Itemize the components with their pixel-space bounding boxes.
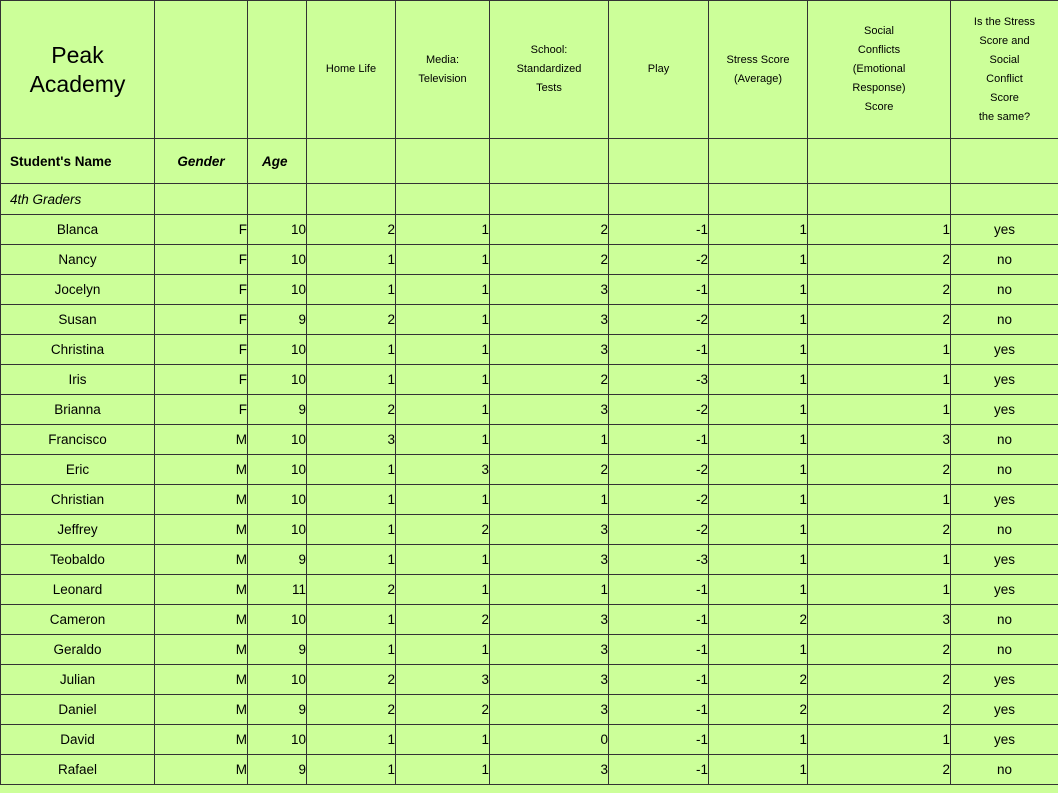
table-row (1, 635, 1058, 665)
cell-play: -2 (609, 515, 709, 545)
group-blank (155, 184, 248, 215)
table-row (1, 455, 1058, 485)
group-blank (490, 184, 609, 215)
cell-age: 10 (248, 665, 307, 695)
cell-gender: F (155, 305, 248, 335)
cell-social-score: 2 (808, 515, 951, 545)
cell-same: no (951, 755, 1058, 785)
cell-gender: M (155, 515, 248, 545)
cell-age: 10 (248, 485, 307, 515)
label-blank (951, 139, 1058, 184)
cell-home-life: 1 (307, 605, 396, 635)
cell-student-name: Francisco (1, 425, 155, 455)
cell-student-name: Christina (1, 335, 155, 365)
cell-play: -2 (609, 305, 709, 335)
cell-same: yes (951, 725, 1058, 755)
cell-stress-score: 1 (709, 455, 808, 485)
cell-play: -2 (609, 395, 709, 425)
cell-stress-score: 1 (709, 485, 808, 515)
header-stress-score: Stress Score (Average) (709, 1, 808, 139)
cell-home-life: 1 (307, 275, 396, 305)
cell-stress-score: 1 (709, 365, 808, 395)
cell-age: 9 (248, 755, 307, 785)
cell-media: 1 (396, 575, 490, 605)
cell-social-score: 2 (808, 245, 951, 275)
cell-home-life: 1 (307, 485, 396, 515)
cell-play: -1 (609, 665, 709, 695)
cell-age: 9 (248, 305, 307, 335)
table-row (1, 545, 1058, 575)
table-row (1, 395, 1058, 425)
table-row (1, 215, 1058, 245)
cell-age: 10 (248, 275, 307, 305)
cell-age: 10 (248, 215, 307, 245)
cell-stress-score: 1 (709, 215, 808, 245)
cell-stress-score: 1 (709, 335, 808, 365)
cell-student-name: Rafael (1, 755, 155, 785)
cell-media: 2 (396, 695, 490, 725)
cell-student-name: Christian (1, 485, 155, 515)
cell-gender: F (155, 215, 248, 245)
cell-media: 2 (396, 605, 490, 635)
header-media: Media: Television (396, 1, 490, 139)
cell-gender: F (155, 245, 248, 275)
cell-home-life: 1 (307, 365, 396, 395)
cell-social-score: 3 (808, 605, 951, 635)
group-label: 4th Graders (1, 184, 155, 215)
cell-school: 1 (490, 485, 609, 515)
group-row (1, 184, 1058, 215)
cell-social-score: 1 (808, 335, 951, 365)
cell-school: 2 (490, 455, 609, 485)
cell-social-score: 1 (808, 215, 951, 245)
cell-play: -1 (609, 605, 709, 635)
cell-age: 10 (248, 365, 307, 395)
group-blank (709, 184, 808, 215)
cell-home-life: 1 (307, 755, 396, 785)
cell-age: 9 (248, 635, 307, 665)
cell-home-life: 2 (307, 305, 396, 335)
cell-student-name: Daniel (1, 695, 155, 725)
cell-media: 1 (396, 545, 490, 575)
cell-gender: M (155, 485, 248, 515)
cell-home-life: 1 (307, 245, 396, 275)
cell-social-score: 2 (808, 455, 951, 485)
cell-gender: M (155, 425, 248, 455)
cell-school: 2 (490, 245, 609, 275)
cell-social-score: 2 (808, 635, 951, 665)
cell-play: -2 (609, 485, 709, 515)
cell-school: 3 (490, 515, 609, 545)
cell-student-name: Blanca (1, 215, 155, 245)
cell-same: no (951, 605, 1058, 635)
cell-stress-score: 1 (709, 395, 808, 425)
cell-student-name: Susan (1, 305, 155, 335)
table-row (1, 245, 1058, 275)
cell-student-name: Geraldo (1, 635, 155, 665)
cell-social-score: 3 (808, 425, 951, 455)
cell-gender: F (155, 275, 248, 305)
cell-media: 1 (396, 305, 490, 335)
table-row (1, 575, 1058, 605)
cell-student-name: Jocelyn (1, 275, 155, 305)
cell-stress-score: 1 (709, 425, 808, 455)
cell-school: 3 (490, 635, 609, 665)
cell-media: 1 (396, 635, 490, 665)
cell-gender: M (155, 695, 248, 725)
cell-same: no (951, 515, 1058, 545)
label-blank (609, 139, 709, 184)
cell-play: -1 (609, 755, 709, 785)
header-row (1, 1, 1058, 139)
header-play: Play (609, 1, 709, 139)
cell-media: 1 (396, 365, 490, 395)
table-row (1, 275, 1058, 305)
cell-home-life: 3 (307, 425, 396, 455)
cell-stress-score: 1 (709, 515, 808, 545)
cell-social-score: 2 (808, 305, 951, 335)
cell-social-score: 2 (808, 665, 951, 695)
cell-media: 1 (396, 335, 490, 365)
label-blank (396, 139, 490, 184)
cell-play: -3 (609, 545, 709, 575)
cell-stress-score: 1 (709, 755, 808, 785)
cell-school: 3 (490, 305, 609, 335)
cell-play: -3 (609, 365, 709, 395)
cell-student-name: Nancy (1, 245, 155, 275)
cell-age: 9 (248, 395, 307, 425)
group-blank (951, 184, 1058, 215)
table-row (1, 515, 1058, 545)
label-blank (307, 139, 396, 184)
cell-media: 1 (396, 215, 490, 245)
cell-age: 10 (248, 515, 307, 545)
cell-home-life: 1 (307, 725, 396, 755)
cell-age: 9 (248, 695, 307, 725)
cell-gender: M (155, 635, 248, 665)
cell-stress-score: 1 (709, 575, 808, 605)
cell-play: -1 (609, 425, 709, 455)
cell-same: yes (951, 695, 1058, 725)
cell-school: 3 (490, 335, 609, 365)
cell-age: 10 (248, 245, 307, 275)
table-row (1, 605, 1058, 635)
cell-school: 1 (490, 575, 609, 605)
cell-same: yes (951, 575, 1058, 605)
cell-age: 11 (248, 575, 307, 605)
cell-play: -1 (609, 215, 709, 245)
cell-stress-score: 2 (709, 665, 808, 695)
cell-school: 3 (490, 275, 609, 305)
group-blank (396, 184, 490, 215)
cell-stress-score: 1 (709, 725, 808, 755)
cell-play: -2 (609, 245, 709, 275)
table-row (1, 335, 1058, 365)
cell-play: -1 (609, 635, 709, 665)
cell-home-life: 1 (307, 335, 396, 365)
cell-student-name: Brianna (1, 395, 155, 425)
cell-same: no (951, 245, 1058, 275)
cell-home-life: 2 (307, 575, 396, 605)
table-row (1, 755, 1058, 785)
header-home-life: Home Life (307, 1, 396, 139)
cell-age: 10 (248, 725, 307, 755)
group-blank (307, 184, 396, 215)
label-age: Age (248, 139, 307, 184)
cell-gender: M (155, 755, 248, 785)
table-row (1, 665, 1058, 695)
table-row (1, 365, 1058, 395)
cell-gender: F (155, 395, 248, 425)
page-title: Peak Academy (1, 1, 155, 139)
cell-media: 3 (396, 665, 490, 695)
cell-school: 3 (490, 695, 609, 725)
cell-home-life: 1 (307, 545, 396, 575)
cell-home-life: 2 (307, 695, 396, 725)
cell-age: 10 (248, 455, 307, 485)
cell-social-score: 1 (808, 575, 951, 605)
cell-school: 3 (490, 605, 609, 635)
cell-gender: M (155, 605, 248, 635)
cell-media: 1 (396, 275, 490, 305)
header-school: School: Standardized Tests (490, 1, 609, 139)
cell-media: 1 (396, 395, 490, 425)
cell-social-score: 2 (808, 275, 951, 305)
cell-social-score: 1 (808, 395, 951, 425)
cell-home-life: 1 (307, 635, 396, 665)
table-row (1, 425, 1058, 455)
label-student-name: Student's Name (1, 139, 155, 184)
cell-play: -2 (609, 455, 709, 485)
cell-same: yes (951, 395, 1058, 425)
cell-gender: F (155, 365, 248, 395)
cell-same: no (951, 455, 1058, 485)
cell-school: 1 (490, 425, 609, 455)
cell-school: 3 (490, 665, 609, 695)
label-blank (808, 139, 951, 184)
cell-same: no (951, 635, 1058, 665)
cell-same: yes (951, 215, 1058, 245)
cell-age: 10 (248, 425, 307, 455)
cell-same: no (951, 275, 1058, 305)
cell-play: -1 (609, 695, 709, 725)
cell-school: 2 (490, 365, 609, 395)
cell-media: 3 (396, 455, 490, 485)
cell-school: 0 (490, 725, 609, 755)
cell-same: yes (951, 545, 1058, 575)
cell-school: 3 (490, 395, 609, 425)
cell-age: 10 (248, 605, 307, 635)
cell-age: 9 (248, 545, 307, 575)
cell-same: no (951, 425, 1058, 455)
cell-student-name: Iris (1, 365, 155, 395)
cell-media: 1 (396, 425, 490, 455)
group-blank (248, 184, 307, 215)
table-row (1, 725, 1058, 755)
cell-media: 1 (396, 485, 490, 515)
cell-student-name: Teobaldo (1, 545, 155, 575)
label-row (1, 139, 1058, 184)
cell-same: no (951, 305, 1058, 335)
cell-stress-score: 2 (709, 695, 808, 725)
cell-student-name: Cameron (1, 605, 155, 635)
cell-media: 1 (396, 755, 490, 785)
cell-student-name: Eric (1, 455, 155, 485)
cell-play: -1 (609, 725, 709, 755)
cell-stress-score: 1 (709, 545, 808, 575)
cell-social-score: 2 (808, 755, 951, 785)
table-row (1, 305, 1058, 335)
cell-student-name: Jeffrey (1, 515, 155, 545)
header-same: Is the Stress Score and Social Conflict Score the same? (951, 1, 1058, 139)
cell-stress-score: 1 (709, 275, 808, 305)
cell-same: yes (951, 365, 1058, 395)
cell-gender: M (155, 455, 248, 485)
cell-same: yes (951, 335, 1058, 365)
cell-social-score: 1 (808, 485, 951, 515)
cell-student-name: Julian (1, 665, 155, 695)
cell-school: 3 (490, 545, 609, 575)
cell-home-life: 1 (307, 515, 396, 545)
cell-media: 2 (396, 515, 490, 545)
cell-media: 1 (396, 245, 490, 275)
cell-stress-score: 1 (709, 635, 808, 665)
label-blank (490, 139, 609, 184)
cell-gender: M (155, 575, 248, 605)
cell-school: 3 (490, 755, 609, 785)
cell-play: -1 (609, 335, 709, 365)
cell-stress-score: 2 (709, 605, 808, 635)
table-row (1, 695, 1058, 725)
table-row (1, 485, 1058, 515)
cell-stress-score: 1 (709, 305, 808, 335)
cell-gender: M (155, 545, 248, 575)
label-gender: Gender (155, 139, 248, 184)
header-blank-age (248, 1, 307, 139)
cell-home-life: 2 (307, 215, 396, 245)
cell-social-score: 1 (808, 545, 951, 575)
cell-gender: F (155, 335, 248, 365)
cell-same: yes (951, 485, 1058, 515)
cell-student-name: Leonard (1, 575, 155, 605)
cell-home-life: 2 (307, 395, 396, 425)
group-blank (808, 184, 951, 215)
cell-play: -1 (609, 575, 709, 605)
cell-same: yes (951, 665, 1058, 695)
cell-stress-score: 1 (709, 245, 808, 275)
group-blank (609, 184, 709, 215)
cell-play: -1 (609, 275, 709, 305)
cell-age: 10 (248, 335, 307, 365)
header-blank-gender (155, 1, 248, 139)
cell-gender: M (155, 665, 248, 695)
cell-school: 2 (490, 215, 609, 245)
cell-gender: M (155, 725, 248, 755)
header-social-conflicts: Social Conflicts (Emotional Response) Score (808, 1, 951, 139)
cell-social-score: 1 (808, 365, 951, 395)
cell-social-score: 2 (808, 695, 951, 725)
cell-student-name: David (1, 725, 155, 755)
cell-social-score: 1 (808, 725, 951, 755)
cell-media: 1 (396, 725, 490, 755)
label-blank (709, 139, 808, 184)
cell-home-life: 1 (307, 455, 396, 485)
cell-home-life: 2 (307, 665, 396, 695)
